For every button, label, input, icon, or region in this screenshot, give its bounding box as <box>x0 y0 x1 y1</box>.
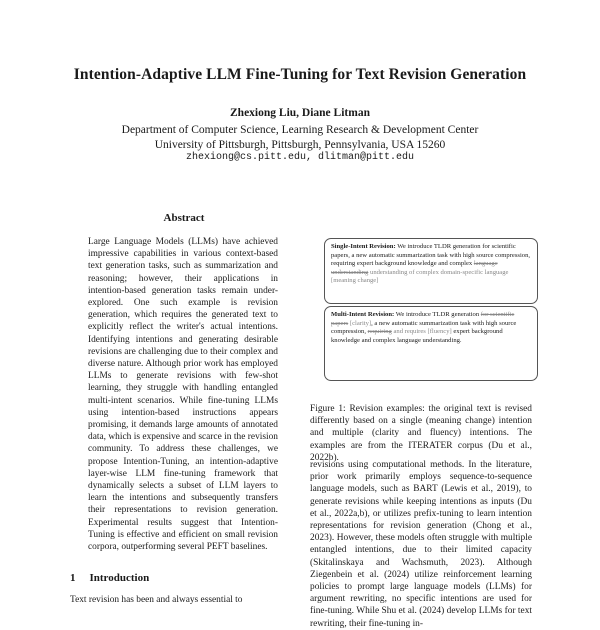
single-intent-deleted: language understanding <box>331 260 498 276</box>
single-intent-tag: [meaning change] <box>331 277 379 284</box>
multi-intent-tag-1: [clarity] <box>349 319 372 327</box>
single-intent-text: We introduce TLDR generation for scientific papers, a new automatic summarization task with high source compression, requiring expert background knowledge and complex <box>331 243 531 267</box>
single-intent-box <box>324 238 538 304</box>
figure-caption: Figure 1: Revision examples: the original text is revised differently based on a single (meaning change) intention and multiple (clarity and fluency) intentions. The examples are from the ITERATER corpus (Du et al., 2022b). <box>310 404 532 463</box>
right-column-text: revisions using computational methods. In the literature, prior work primarily employs sequence-to-sequence language models, such as BART (Lewis et al., 2019), to generate revisions while keeping intentions as inputs (Du et al., 2022a,b), or utilizes prefix-tuning to learn intention representations for revision generation (Chong et al., 2023). However, these models often struggle with multiple entangled intentions, due to their limited capacity (Skitalinskaya and Wachsmuth, 2023). Although Ziegenbein et al. (2024) utilize reinforcement learning policies to prompt large language models (LLMs) for argument rewriting, no specific intentions are used for fine-tuning. While Shu et al. (2024) develop LLMs for text rewriting, their fine-tuning in- <box>310 460 532 629</box>
multi-intent-tag-2: [fluency] <box>427 328 452 335</box>
section-title: Introduction <box>89 572 150 584</box>
multi-intent-text-3: expert background knowledge and complex language understanding. <box>331 328 503 344</box>
section-number: 1 <box>70 572 76 584</box>
multi-intent-added-2: and requires <box>393 328 426 335</box>
abstract-text: Large Language Models (LLMs) have achieved impressive capabilities in various context-based text generation tasks, such as summarization and reasoning; however, their applications in intention-based generation tasks remain under-explored. One such example is revision generation, which requires the generated text to explicitly reflect the writer's actual intentions. Identifying intentions and generating desirable revisions are challenging due to their complex and diverse nature. Although prior work has employed LLMs to generate revisions with few-shot learning, they struggle with handling entangled multi-intent scenarios. While fine-tuning LLMs using intention-based instructions appears promising, it demands large amounts of annotated data, which is expensive and scarce in the revision community. To address these challenges, we propose Intention-Tuning, an intention-adaptive layer-wise LLM fine-tuning framework that dynamically selects a subset of LLM layers to learn the intentions and subsequently transfers their representations to revision generation. Experimental results suggest that Intention-Tuning is effective and efficient on small revision corpora, outperforming several PEFT baselines. <box>88 237 278 553</box>
multi-intent-deleted-1: for scientific papers <box>331 311 515 327</box>
authors: Zhexiong Liu, Diane Litman <box>230 107 370 119</box>
introduction-first-line: Text revision has been and always essential to <box>70 595 243 605</box>
multi-intent-label: Multi-Intent Revision: <box>331 311 395 318</box>
single-intent-label: Single-Intent Revision: <box>331 243 396 250</box>
abstract-heading: Abstract <box>163 212 205 224</box>
multi-intent-box <box>324 306 538 381</box>
introduction-heading <box>70 572 149 584</box>
multi-intent-deleted-2: requiring <box>367 328 392 335</box>
single-intent-added: understanding of complex domain-specific language <box>370 268 509 276</box>
multi-intent-text-2: , a new automatic summarization task with high source compression, <box>331 319 517 335</box>
paper-title: Intention-Adaptive LLM Fine-Tuning for Text Revision Generation <box>73 66 527 83</box>
multi-intent-text-1: We introduce TLDR generation <box>395 311 480 318</box>
affiliation-line-2: University of Pittsburgh, Pittsburgh, Pennsylvania, USA 15260 <box>154 139 446 151</box>
author-emails: zhexiong@cs.pitt.edu, dlitman@pitt.edu <box>185 152 415 163</box>
affiliation <box>0 123 600 153</box>
affiliation-line-1: Department of Computer Science, Learning Research & Development Center <box>121 124 479 136</box>
